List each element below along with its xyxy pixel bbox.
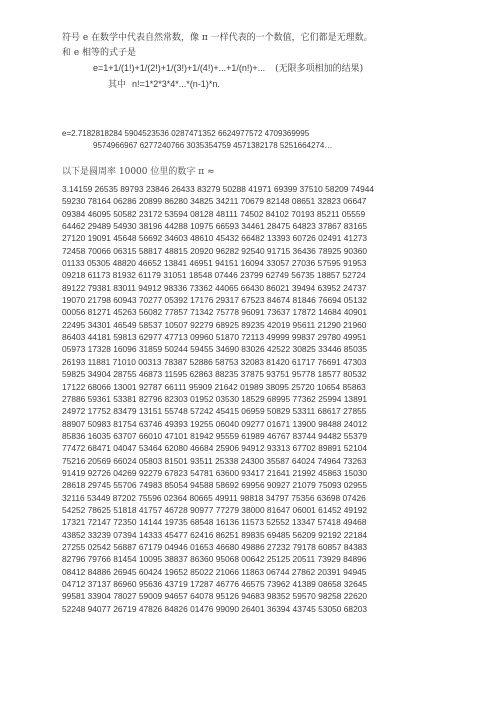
pi-digit-row: 85836 16035 63707 66010 47101 81942 95559 61989 46767 83744 94482 55379 bbox=[62, 430, 368, 441]
pi-digit-row: 91419 92726 04269 92279 67823 54781 63600 93417 21641 21992 45863 15030 bbox=[62, 467, 368, 478]
pi-digit-row: 99581 33904 78027 59009 94657 64078 95126 94683 98352 59570 98258 22620 bbox=[62, 591, 368, 602]
intro-line-2: 和 e 相等的式子是 bbox=[62, 48, 137, 58]
pi-digit-row: 82796 79766 81454 10095 38837 86360 95068 00642 25125 20511 73929 84896 bbox=[62, 554, 367, 565]
pi-digit-row: 27886 59361 53381 82796 82303 01952 03530 18529 68995 77362 25994 13891 bbox=[62, 393, 368, 404]
pi-section-title: 以下是圆周率 10000 位里的数字 π ≈ bbox=[62, 167, 215, 177]
pi-digit-row: 32116 53449 87202 75596 02364 80665 49911 98818 34797 75356 63698 07426 bbox=[62, 492, 366, 503]
e-value-block bbox=[62, 128, 332, 152]
factorial-formula: n!=1*2*3*4*...*(n-1)*n. bbox=[132, 79, 220, 89]
pi-digit-row: 43852 33239 07394 14333 45477 62416 86251 89835 69485 56209 92192 22184 bbox=[62, 529, 368, 540]
pi-digit-row: 72458 70066 06315 58817 48815 20920 96282 92540 91715 36436 78925 90360 bbox=[62, 245, 368, 256]
e-value-line-1: e=2.7182818284 5904523536 0287471352 6624977572 4709369995 bbox=[62, 129, 310, 138]
pi-digit-row: 88907 50983 81754 63746 49393 19255 06040 09277 01671 13900 98488 24012 bbox=[62, 418, 368, 429]
pi-digit-row: 59230 78164 06286 20899 86280 34825 34211 70679 82148 08651 32823 06647 bbox=[62, 196, 367, 207]
e-formula: e=1+1/(1!)+1/(2!)+1/(3!)+1/(4!)+...+1/(n!)+... bbox=[93, 63, 266, 73]
pi-digit-row: 59825 34904 28755 46873 11595 62863 88235 37875 93751 95778 18577 80532 bbox=[62, 369, 367, 380]
intro-section bbox=[62, 31, 442, 93]
pi-digit-row: 17122 68066 13001 92787 66111 95909 21642 01989 38095 25720 10654 85863 bbox=[62, 381, 366, 392]
pi-digit-row: 26193 11881 71010 00313 78387 52886 58753 32083 81420 61717 76691 47303 bbox=[62, 356, 367, 367]
factorial-line bbox=[62, 77, 442, 93]
pi-digit-row: 28618 29745 55706 74983 85054 94588 58692 69956 90927 21079 75093 02955 bbox=[62, 480, 368, 491]
pi-digit-row: 89122 79381 83011 94912 98336 73362 44065 66430 86021 39494 63952 24737 bbox=[62, 282, 367, 293]
pi-digit-row: 01133 05305 48820 46652 13841 46951 94151 16094 33057 27036 57595 91953 bbox=[62, 258, 367, 269]
pi-digit-row: 27255 02542 56887 67179 04946 01653 46680 49886 27232 79178 60857 84383 bbox=[62, 541, 368, 552]
pi-digit-row: 24972 17752 83479 13151 55748 57242 45415 06959 50829 53311 68617 27855 bbox=[62, 406, 367, 417]
factorial-prefix: 其中 bbox=[108, 80, 127, 90]
pi-digits-block bbox=[62, 183, 374, 615]
e-formula-note: (无限多项相加的结果) bbox=[275, 64, 364, 74]
pi-digit-row: 27120 19091 45648 56692 34603 48610 45432 66482 13393 60726 02491 41273 bbox=[62, 233, 368, 244]
e-value-line-2: 9574966967 6277240766 3035354759 4571382178 5251664274… bbox=[93, 141, 333, 150]
pi-digit-row: 86403 44181 59813 62977 47713 09960 51870 72113 49999 99837 29780 49951 bbox=[62, 332, 367, 343]
pi-digit-row: 64462 29489 54930 38196 44288 10975 66593 34461 28475 64823 37867 83165 bbox=[62, 221, 368, 232]
pi-digit-row: 09384 46095 50582 23172 53594 08128 48111 74502 84102 70193 85211 05559 bbox=[62, 208, 366, 219]
pi-digit-row: 04712 37137 86960 95636 43719 17287 46776 46575 73962 41389 08658 32645 bbox=[62, 579, 368, 589]
pi-digit-row: 54252 78625 51818 41757 46728 90977 77279 38000 81647 06001 61452 49192 bbox=[62, 504, 368, 515]
pi-digit-row: 52248 94077 26719 47826 84826 01476 99090 26401 36394 43745 53050 68203 bbox=[62, 603, 368, 614]
pi-digit-row: 19070 21798 60943 70277 05392 17176 29317 67523 84674 81846 76694 05132 bbox=[62, 295, 368, 306]
pi-digit-row: 00056 81271 45263 56082 77857 71342 75778 96091 73637 17872 14684 40901 bbox=[62, 307, 368, 318]
pi-digit-row: 17321 72147 72350 14144 19735 68548 16136 11573 52552 13347 57418 49468 bbox=[62, 517, 367, 528]
pi-digit-row: 08412 84886 26945 60424 19652 85022 21066 11863 06744 27862 20391 94945 bbox=[62, 566, 367, 577]
pi-digit-row: 77472 68471 04047 53464 62080 46684 25906 94912 93313 67702 89891 52104 bbox=[62, 443, 368, 454]
intro-line-1: 符号 e 在数学中代表自然常数，像 π 一样代表的一个数值，它们都是无理数。 bbox=[62, 33, 373, 43]
e-formula-line bbox=[62, 61, 442, 77]
pi-digit-row: 09218 61173 81932 61179 31051 18548 07446 23799 62749 56735 18857 52724 bbox=[62, 270, 366, 281]
pi-digit-row: 05973 17328 16096 31859 50244 59455 34690 83026 42522 30825 33446 85035 bbox=[62, 344, 368, 355]
pi-digit-row: 75216 20569 66024 05803 81501 93511 25338 24300 35587 64024 74964 73263 bbox=[62, 455, 367, 466]
pi-digit-row: 22495 34301 46549 58537 10507 92279 68925 89235 42019 95611 21290 21960 bbox=[62, 319, 367, 330]
pi-digit-row: 3.14159 26535 89793 23846 26433 83279 50288 41971 69399 37510 58209 74944 bbox=[62, 184, 375, 194]
